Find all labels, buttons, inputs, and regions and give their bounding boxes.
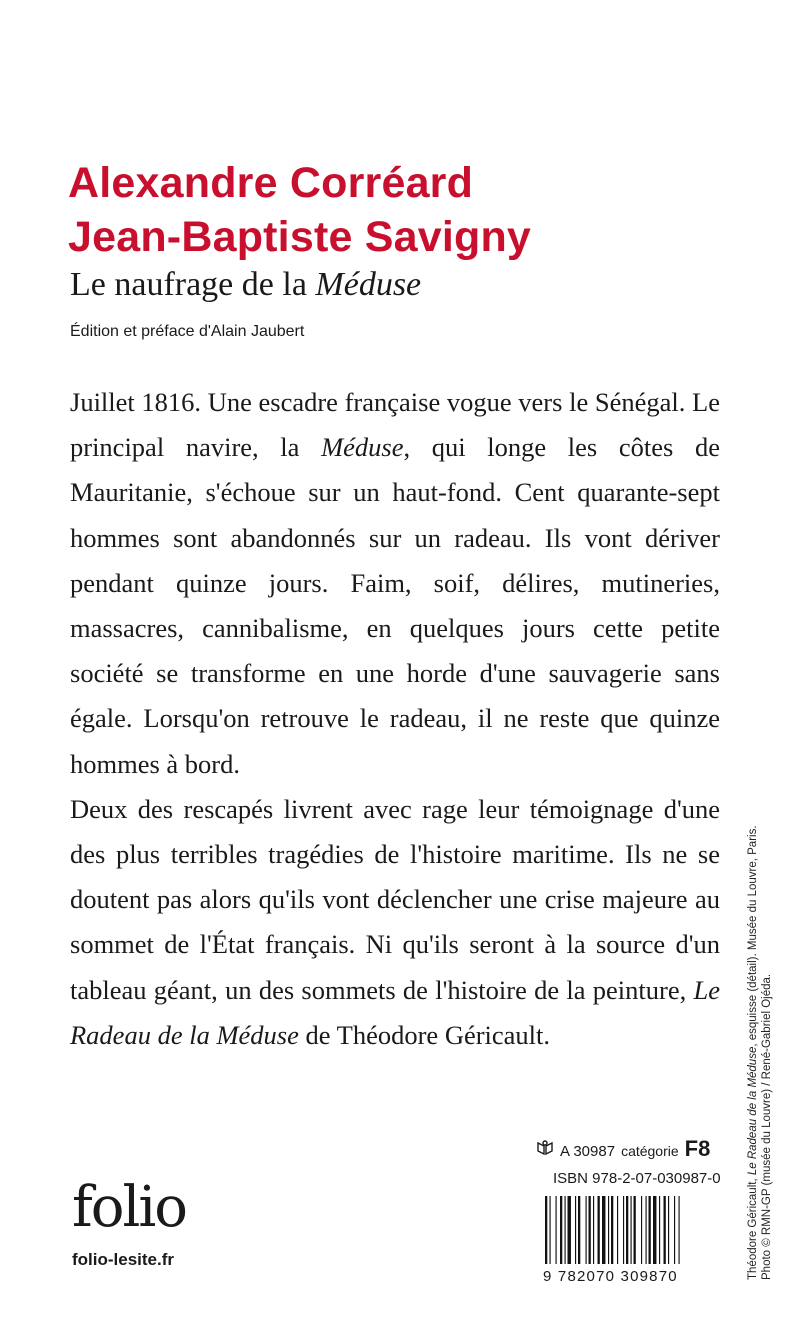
barcode-bar xyxy=(608,1196,609,1264)
barcode-bar xyxy=(679,1196,680,1264)
barcode-bar xyxy=(674,1196,675,1264)
author-1: Alexandre Corréard xyxy=(68,159,474,207)
barcode-bar xyxy=(593,1196,594,1264)
barcode-bar xyxy=(545,1196,547,1264)
edition-note: Édition et préface d'Alain Jaubert xyxy=(70,323,305,340)
barcode-bar xyxy=(589,1196,591,1264)
barcode-bar xyxy=(550,1196,551,1264)
barcode-bar xyxy=(565,1196,566,1264)
barcode-bar xyxy=(617,1196,618,1264)
barcode-bar xyxy=(575,1196,576,1264)
barcode-bar xyxy=(560,1196,562,1264)
folio-logo: folio xyxy=(72,1175,186,1240)
barcode-bar xyxy=(586,1196,587,1264)
barcode-bar xyxy=(598,1196,600,1264)
barcode-bar xyxy=(634,1196,636,1264)
barcode-bar xyxy=(578,1196,580,1264)
blurb xyxy=(70,380,720,1058)
photo-credit xyxy=(746,720,774,1280)
barcode-bar xyxy=(602,1196,605,1264)
blurb-paragraph-2: Deux des rescapés livrent avec rage leur témoignage d'une des plus terribles tragédies de l'histoire maritime. Ils ne se doutent pas alors qu'ils vont déclencher une crise majeure au sommet de l'État français. Ni qu'ils seront à la source d'un tableau géant, un des sommets de l'histoire de la peinture, Le Radeau de la Méduse de Théodore Géricault. xyxy=(70,793,720,1050)
credit-line-2: Photo © RMN-GP (musée du Louvre) / René-Gabriel Ojéda. xyxy=(761,973,773,1280)
publisher-website: folio-lesite.fr xyxy=(72,1250,175,1269)
barcode-bar xyxy=(568,1196,571,1264)
barcode-bars xyxy=(543,1196,715,1266)
category-code: F8 xyxy=(684,1136,711,1161)
credit-line-1: Théodore Géricault, Le Radeau de la Méduse, esquisse (détail). Musée du Louvre, Paris. xyxy=(747,825,759,1280)
barcode-bar xyxy=(659,1196,660,1264)
barcode-bar xyxy=(641,1196,642,1264)
barcode-bar xyxy=(664,1196,666,1264)
barcode-bar xyxy=(653,1196,656,1264)
title-italic: Méduse xyxy=(315,266,422,303)
barcode xyxy=(543,1196,715,1286)
catalog-info xyxy=(536,1136,710,1160)
blurb-paragraph-1: Juillet 1816. Une escadre française vogue vers le Sénégal. Le principal navire, la Méduse, qui longe les côtes de Mauritanie, s'échoue sur un haut-fond. Cent quarante-sept hommes sont abandonnés sur un radeau. Ils vont dériver pendant quinze jours. Faim, soif, délires, mutineries, massacres, cannibalisme, en quelques jours cette petite société se transforme en une horde d'une sauvagerie sans égale. Lorsqu'on retrouve le radeau, il ne reste que quinze hommes à bord. xyxy=(70,387,720,779)
book-title xyxy=(70,268,421,302)
barcode-bar xyxy=(623,1196,624,1264)
barcode-bar xyxy=(626,1196,628,1264)
barcode-bar xyxy=(611,1196,613,1264)
barcode-bar xyxy=(556,1196,557,1264)
category-label: catégorie xyxy=(621,1143,679,1159)
barcode-bar xyxy=(646,1196,647,1264)
title-prefix: Le naufrage de la xyxy=(70,266,316,303)
author-2: Jean-Baptiste Savigny xyxy=(68,213,532,261)
book-logo-icon xyxy=(536,1140,554,1160)
barcode-bar xyxy=(631,1196,632,1264)
catalog-code: A 30987 xyxy=(560,1143,616,1160)
barcode-bar xyxy=(668,1196,669,1264)
barcode-digits: 9 782070 309870 xyxy=(543,1268,678,1285)
barcode-bar xyxy=(649,1196,651,1264)
isbn: ISBN 978-2-07-030987-0 xyxy=(553,1170,721,1187)
